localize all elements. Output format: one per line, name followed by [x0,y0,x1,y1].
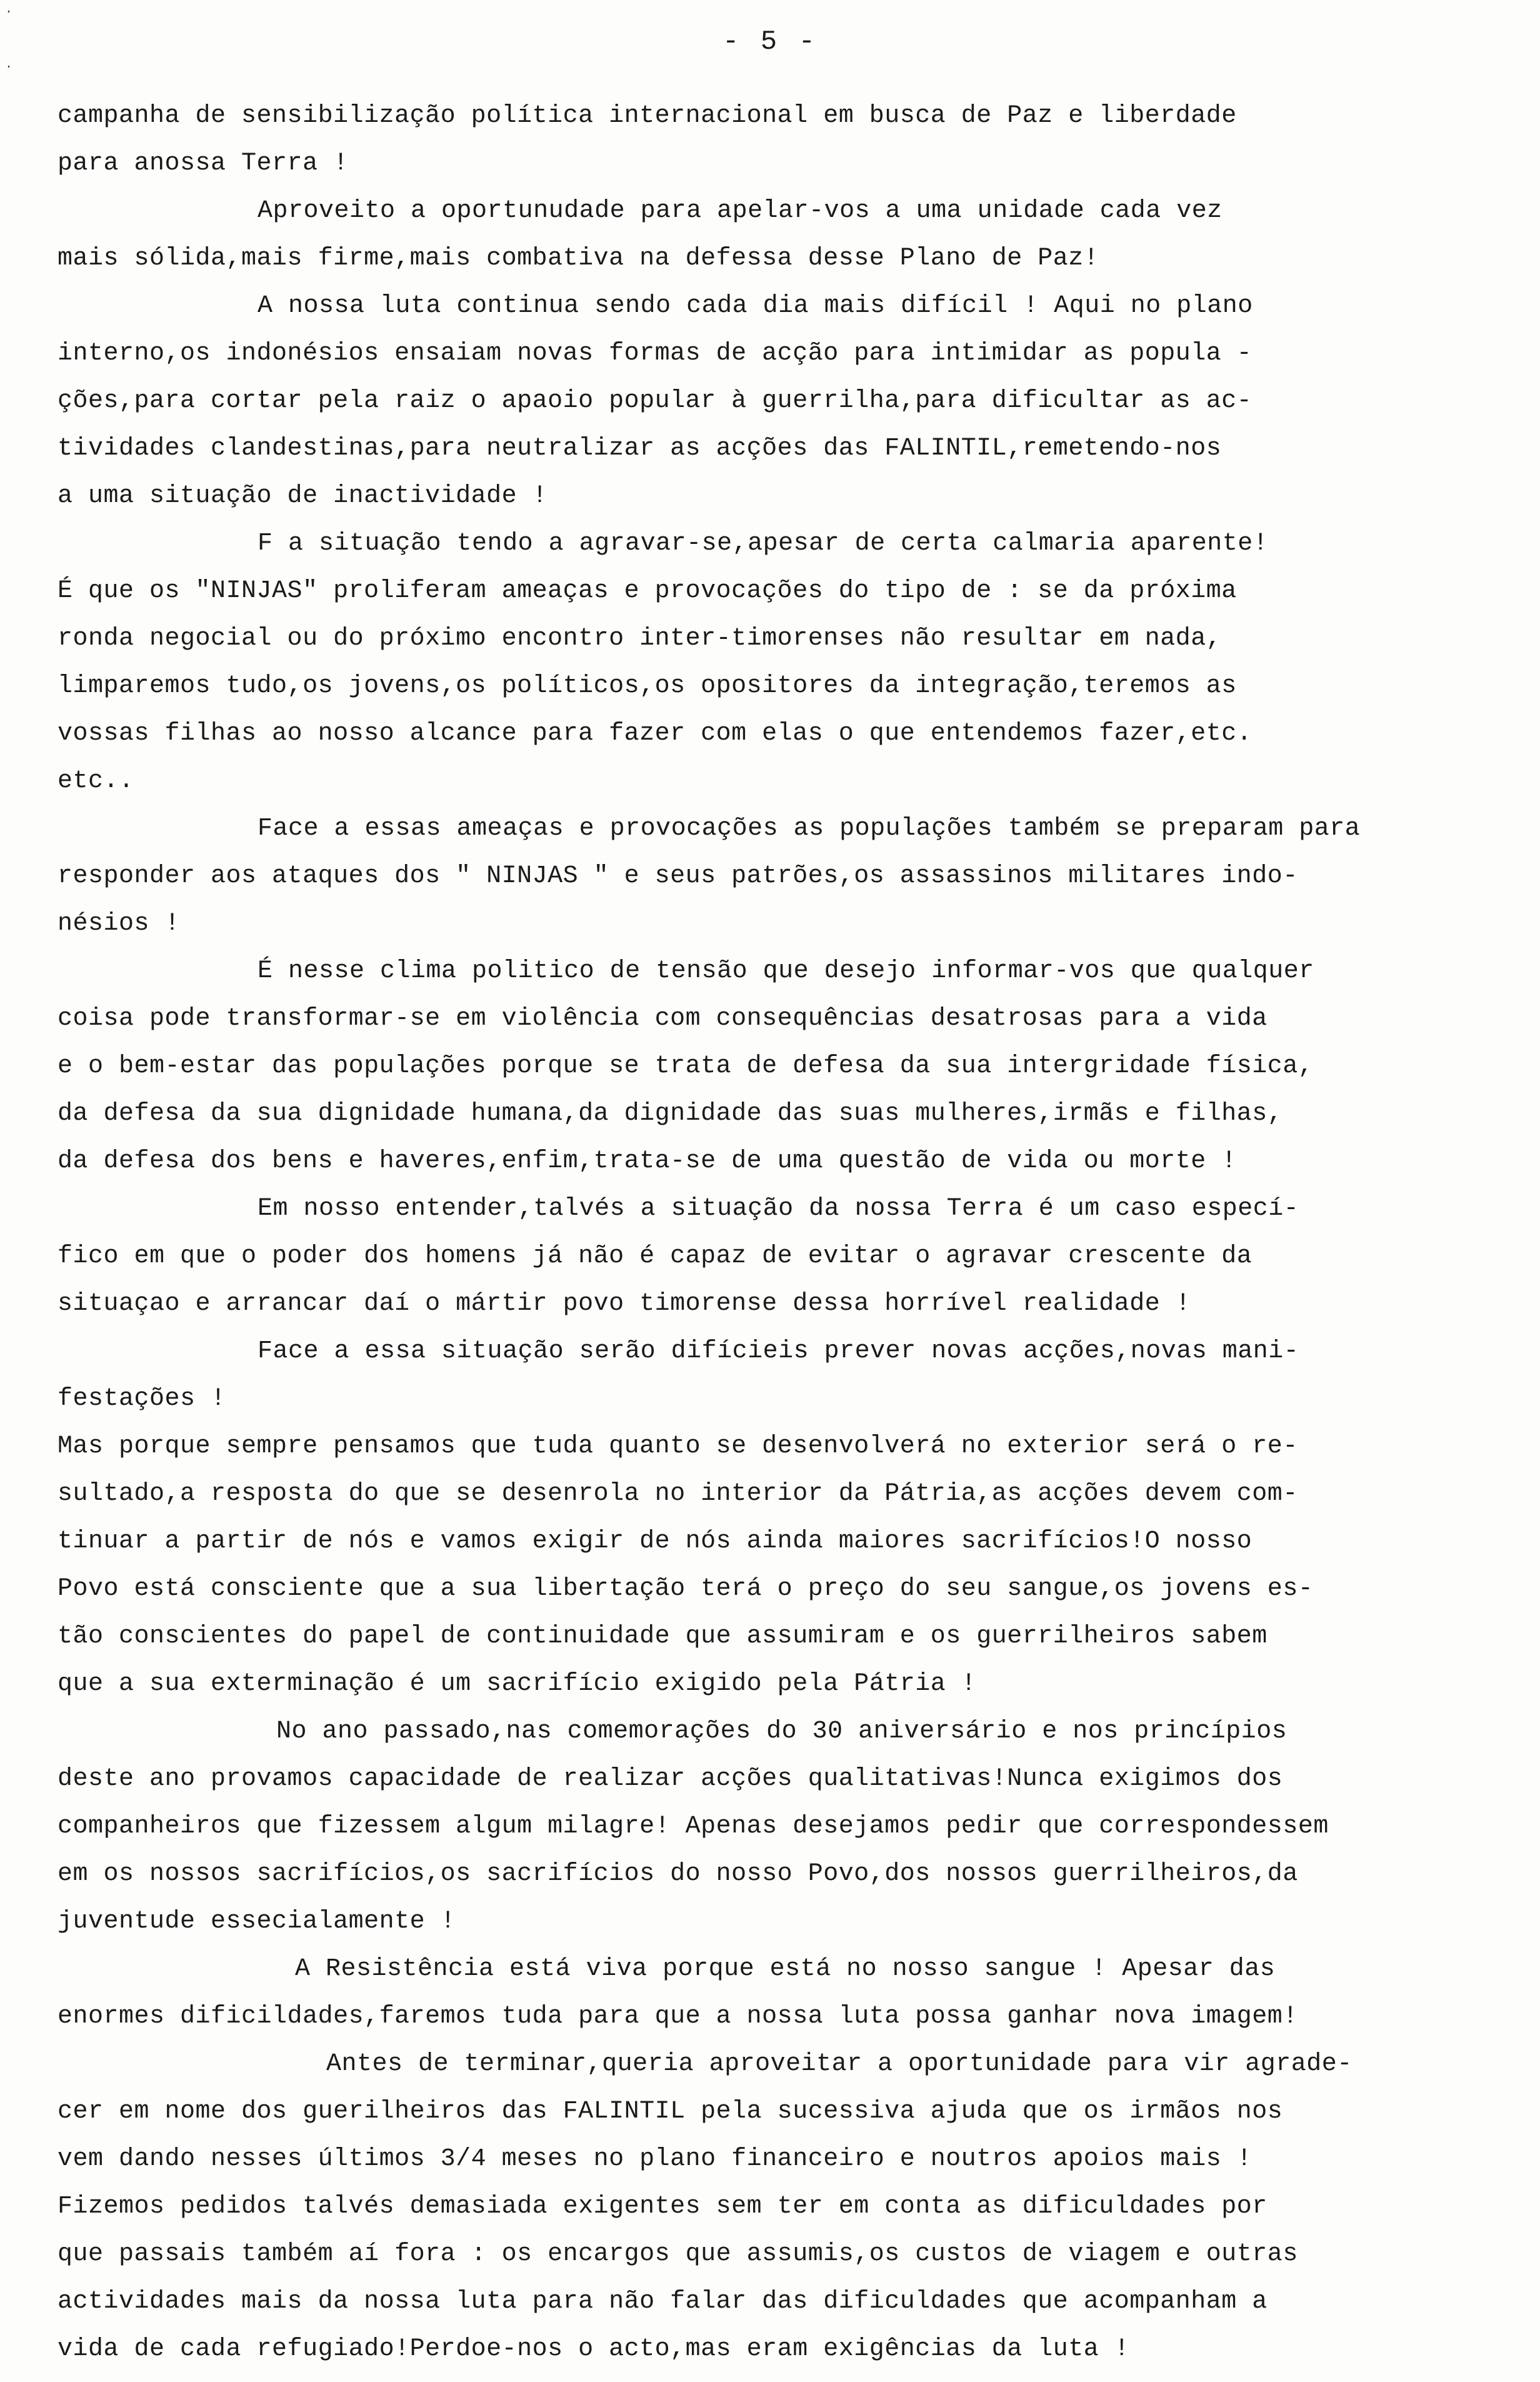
text-line: Mas porque sempre pensamos que tuda quanto se desenvolverá no exterior será o re- [58,1432,1298,1460]
text-line: enormes dificildades,faremos tuda para que a nossa luta possa ganhar nova imagem! [58,2003,1298,2031]
text-line: a uma situação de inactividade ! [58,482,548,510]
text-line: actividades mais da nossa luta para não falar das dificuldades que acompanham a [58,2288,1268,2316]
text-line: coisa pode transformar-se em violência com consequências desatrosas para a vida [58,1005,1268,1033]
text-line: Fizemos pedidos talvés demasiada exigentes sem ter em conta as dificuldades por [58,2193,1268,2221]
text-line: F a situação tendo a agravar-se,apesar de certa calmaria aparente! [258,530,1269,558]
text-line: da defesa da sua dignidade humana,da dignidade das suas mulheres,irmãs e filhas, [58,1100,1283,1128]
text-line: É que os "NINJAS" proliferam ameaças e provocações do tipo de : se da próxima [58,577,1237,605]
text-line: Em nosso entender,talvés a situação da nossa Terra é um caso especí- [258,1195,1299,1223]
text-line: juventude essecialamente ! [58,1907,456,1936]
text-line: nésios ! [58,910,181,938]
text-line: situaçao e arrancar daí o mártir povo timorense dessa horrível realidade ! [58,1290,1191,1318]
text-line: Aproveito a oportunudade para apelar-vos a uma unidade cada vez [258,197,1222,225]
text-line: É nesse clima politico de tensão que desejo informar-vos que qualquer [258,957,1314,985]
text-line: interno,os indonésios ensaiam novas formas de acção para intimidar as popula - [58,339,1252,368]
text-line: para anossa Terra ! [58,149,349,178]
text-line: A Resistência está viva porque está no nosso sangue ! Apesar das [295,1955,1276,1983]
text-line: tão conscientes do papel de continuidade que assumiram e os guerrilheiros sabem [58,1622,1268,1651]
text-line: responder aos ataques dos " NINJAS " e seus patrões,os assassinos militares indo- [58,862,1298,890]
text-line: fico em que o poder dos homens já não é capaz de evitar o agravar crescente da [58,1242,1252,1270]
text-line: e o bem-estar das populações porque se trata de defesa da sua intergridade física, [58,1052,1314,1080]
text-line: Face a essas ameaças e provocações as populações também se preparam para [258,815,1361,843]
text-line: festações ! [58,1385,226,1413]
text-line: tividades clandestinas,para neutralizar as acções das FALINTIL,remetendo-nos [58,435,1222,463]
text-line: etc.. [58,767,134,795]
text-line: deste ano provamos capacidade de realizar acções qualitativas!Nunca exigimos dos [58,1765,1283,1793]
text-line: vossas filhas ao nosso alcance para fazer com elas o que entendemos fazer,etc. [58,720,1252,748]
letter-body [58,93,1408,2373]
scan-mark: · [5,60,13,74]
text-line: companheiros que fizessem algum milagre! Apenas desejamos pedir que correspondessem [58,1812,1329,1841]
text-line: ções,para cortar pela raiz o apaoio popular à guerrilha,para dificultar as ac- [58,387,1252,415]
text-line: mais sólida,mais firme,mais combativa na defessa desse Plano de Paz! [58,244,1099,273]
text-line: limparemos tudo,os jovens,os políticos,os opositores da integração,teremos as [58,672,1237,700]
text-line: No ano passado,nas comemorações do 30 aniversário e nos princípios [276,1717,1288,1746]
page-number: - 5 - [722,26,818,58]
text-line: campanha de sensibilização política internacional em busca de Paz e liberdade [58,102,1237,130]
text-line: tinuar a partir de nós e vamos exigir de nós ainda maiores sacrifícios!O nosso [58,1527,1252,1555]
text-line: A nossa luta continua sendo cada dia mais difícil ! Aqui no plano [258,292,1253,320]
text-line: Antes de terminar,queria aproveitar a oportunidade para vir agrade- [326,2050,1352,2078]
text-line: sultado,a resposta do que se desenrola no interior da Pátria,as acções devem com- [58,1480,1298,1508]
text-line: que passais também aí fora : os encargos que assumis,os custos de viagem e outras [58,2240,1298,2268]
text-line: Face a essa situação serão difícieis prever novas acções,novas mani- [258,1337,1299,1365]
scan-mark: · [5,5,13,19]
text-line: ronda negocial ou do próximo encontro inter-timorenses não resultar em nada, [58,625,1222,653]
text-line: vida de cada refugiado!Perdoe-nos o acto,mas eram exigências da luta ! [58,2335,1130,2363]
text-line: Povo está consciente que a sua libertação terá o preço do seu sangue,os jovens es- [58,1575,1314,1603]
text-line: vem dando nesses últimos 3/4 meses no plano financeiro e noutros apoios mais ! [58,2145,1252,2173]
text-line: em os nossos sacrifícios,os sacrifícios do nosso Povo,dos nossos guerrilheiros,da [58,1860,1298,1888]
text-line: da defesa dos bens e haveres,enfim,trata-se de uma questão de vida ou morte ! [58,1147,1237,1175]
text-line: que a sua exterminação é um sacrifício exigido pela Pátria ! [58,1670,977,1698]
text-line: cer em nome dos guerilheiros das FALINTIL pela sucessiva ajuda que os irmãos nos [58,2098,1283,2126]
